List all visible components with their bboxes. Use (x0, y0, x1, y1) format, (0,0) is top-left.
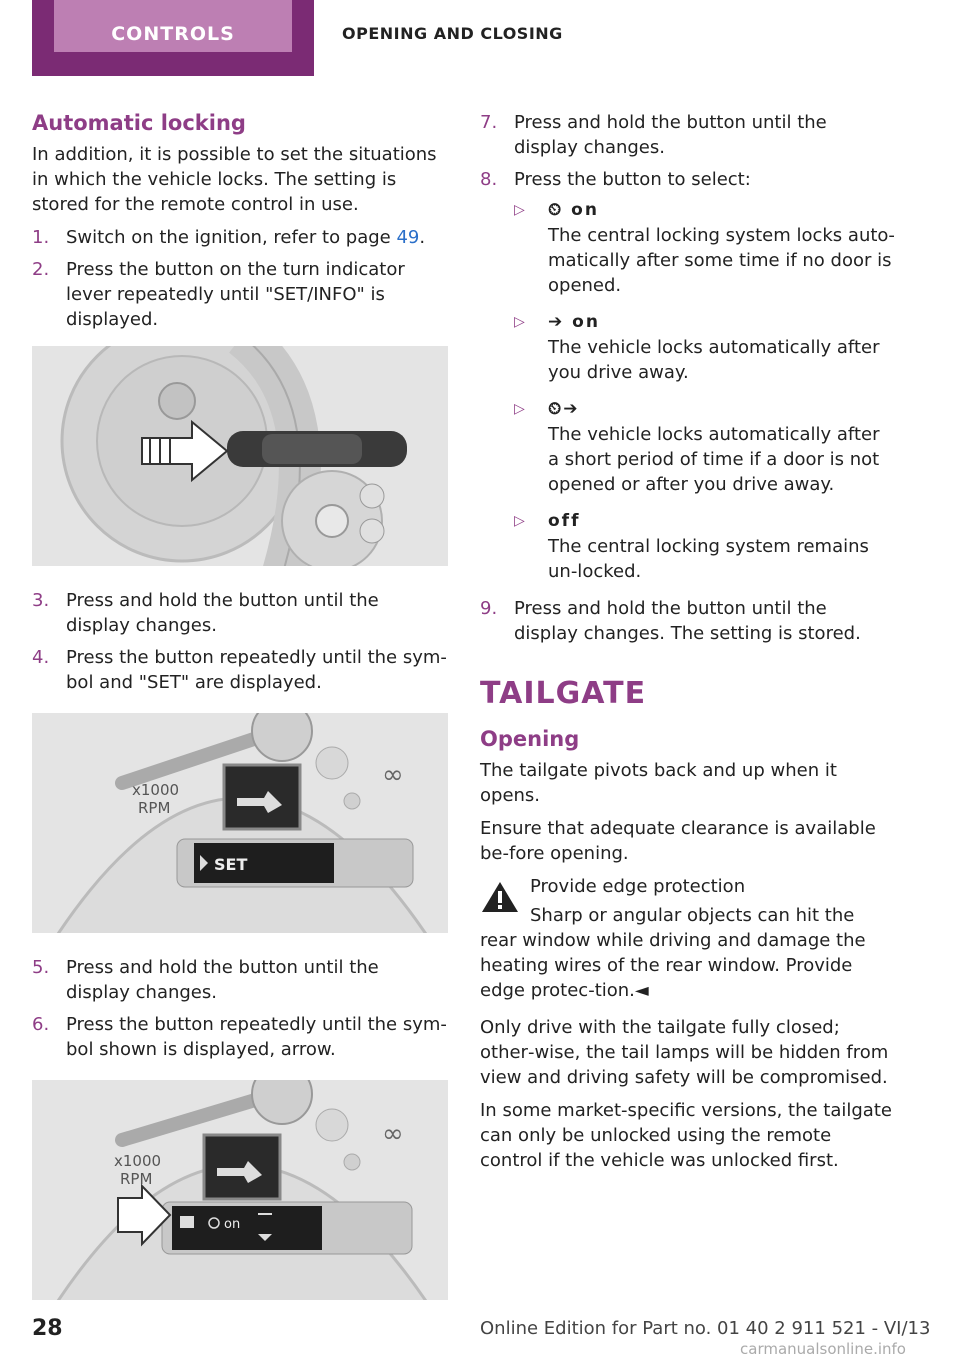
left-column (32, 110, 448, 1322)
step-number: 2. (32, 259, 50, 280)
step-number: 6. (32, 1014, 50, 1035)
timer-on-symbol-icon: ⏲ on (548, 200, 599, 220)
warning-text: Sharp or angular objects can hit the rear window while driving and damage the heating wires of the rear window. Provide edge protec‐tion.◄ (480, 905, 866, 1001)
option-timer-drive (514, 397, 896, 497)
option-timer-on (514, 198, 896, 298)
rev-counter-symbol-illustration (32, 1080, 448, 1300)
option-text: The central locking system locks auto‐matically after some time if no door is opened. (548, 225, 895, 296)
step-9 (480, 596, 896, 646)
steps-list-3 (32, 955, 448, 1062)
paragraph-tailgate-pivots: The tailgate pivots back and up when it opens. (480, 760, 837, 806)
option-drive-on (514, 310, 896, 385)
step-text: Press and hold the button until the display changes. (514, 112, 827, 158)
turn-indicator-illustration (32, 346, 448, 566)
step-8 (480, 167, 896, 584)
svg-text:x1000: x1000 (132, 781, 180, 799)
drive-on-symbol-icon: ➔ on (548, 312, 600, 332)
step-text: Press the button repeatedly until the sym‐bol and "SET" are displayed. (66, 647, 447, 693)
page-link[interactable]: 49 (396, 227, 420, 248)
step-text: Press and hold the button until the display changes. (66, 957, 379, 1003)
tab-opening-and-closing[interactable]: OPENING AND CLOSING (342, 24, 563, 43)
display-on-text: on (224, 1217, 241, 1232)
step-text: Press the button to select: (514, 169, 751, 190)
step-number: 1. (32, 227, 50, 248)
paragraph-market-specific: In some market-specific versions, the tailgate can only be unlocked using the remote control if the vehicle was unlocked first. (480, 1100, 892, 1171)
heading-automatic-locking: Automatic locking (32, 111, 246, 135)
steps-list-4 (480, 110, 896, 646)
off-symbol-icon: off (548, 511, 581, 531)
paragraph-clearance: Ensure that adequate clearance is available be‐fore opening. (480, 818, 876, 864)
paragraph-drive-closed: Only drive with the tailgate fully closed; other‐wise, the tail lamps will be hidden from view and driving safety will be compromised. (480, 1017, 889, 1088)
triangle-bullet-icon: ▷ (514, 202, 525, 218)
display-set-text: SET (214, 855, 248, 874)
svg-text:RPM: RPM (120, 1170, 153, 1188)
step-text: Press the button repeatedly until the sym‐bol shown is displayed, arrow. (66, 1014, 447, 1060)
steps-list-2 (32, 588, 448, 695)
svg-text:∞: ∞ (382, 760, 404, 790)
option-text: The vehicle locks automatically after you drive away. (548, 337, 880, 383)
rev-counter-set-illustration (32, 713, 448, 933)
step-number: 7. (480, 112, 498, 133)
step-text: Press the button on the turn indicator lever repeatedly until "SET/INFO" is displayed. (66, 259, 405, 330)
step-4 (32, 645, 448, 695)
triangle-bullet-icon: ▷ (514, 513, 525, 529)
step-number: 5. (32, 957, 50, 978)
step-text-end: . (419, 227, 426, 248)
right-column (480, 110, 896, 1181)
step-7 (480, 110, 896, 160)
page-number: 28 (32, 1316, 63, 1341)
step-text: Switch on the ignition, refer to page (66, 227, 397, 248)
step-3 (32, 588, 448, 638)
option-off (514, 509, 896, 584)
edition-text: Online Edition for Part no. 01 40 2 911 521 - VI/13 (480, 1318, 931, 1339)
step-number: 3. (32, 590, 50, 611)
warning-box (480, 874, 896, 899)
step-number: 9. (480, 598, 498, 619)
timer-drive-symbol-icon: ⏲➔ (548, 399, 580, 419)
steps-list-1 (32, 225, 448, 332)
figure-rev-counter-set (32, 713, 448, 933)
intro-paragraph: In addition, it is possible to set the situations in which the vehicle locks. The setting is stored for the remote control in use. (32, 144, 437, 215)
figure-turn-indicator-lever (32, 346, 448, 566)
step-2 (32, 257, 448, 332)
step-number: 8. (480, 169, 498, 190)
triangle-bullet-icon: ▷ (514, 401, 525, 417)
step-text: Press and hold the button until the display changes. The setting is stored. (514, 598, 861, 644)
figure-rev-counter-symbol (32, 1080, 448, 1300)
option-list (514, 198, 896, 584)
tab-controls-label: CONTROLS (54, 0, 292, 52)
warning-title: Provide edge protection (530, 876, 746, 897)
option-text: The vehicle locks automatically after a short period of time if a door is not opened or after you drive away. (548, 424, 880, 495)
watermark-text: carmanualsonline.info (740, 1340, 906, 1358)
step-1 (32, 225, 448, 250)
svg-text:x1000: x1000 (114, 1152, 162, 1170)
svg-text:RPM: RPM (138, 799, 171, 817)
svg-text:∞: ∞ (382, 1119, 404, 1149)
section-title-tailgate: TAILGATE (480, 676, 647, 711)
step-text: Press and hold the button until the display changes. (66, 590, 379, 636)
step-6 (32, 1012, 448, 1062)
tab-controls[interactable] (32, 0, 314, 76)
warning-triangle-icon (480, 880, 520, 914)
option-text: The central locking system remains un‐locked. (548, 536, 869, 582)
triangle-bullet-icon: ▷ (514, 314, 525, 330)
step-5 (32, 955, 448, 1005)
heading-opening: Opening (480, 727, 580, 751)
step-number: 4. (32, 647, 50, 668)
header-tabbar (0, 0, 960, 76)
